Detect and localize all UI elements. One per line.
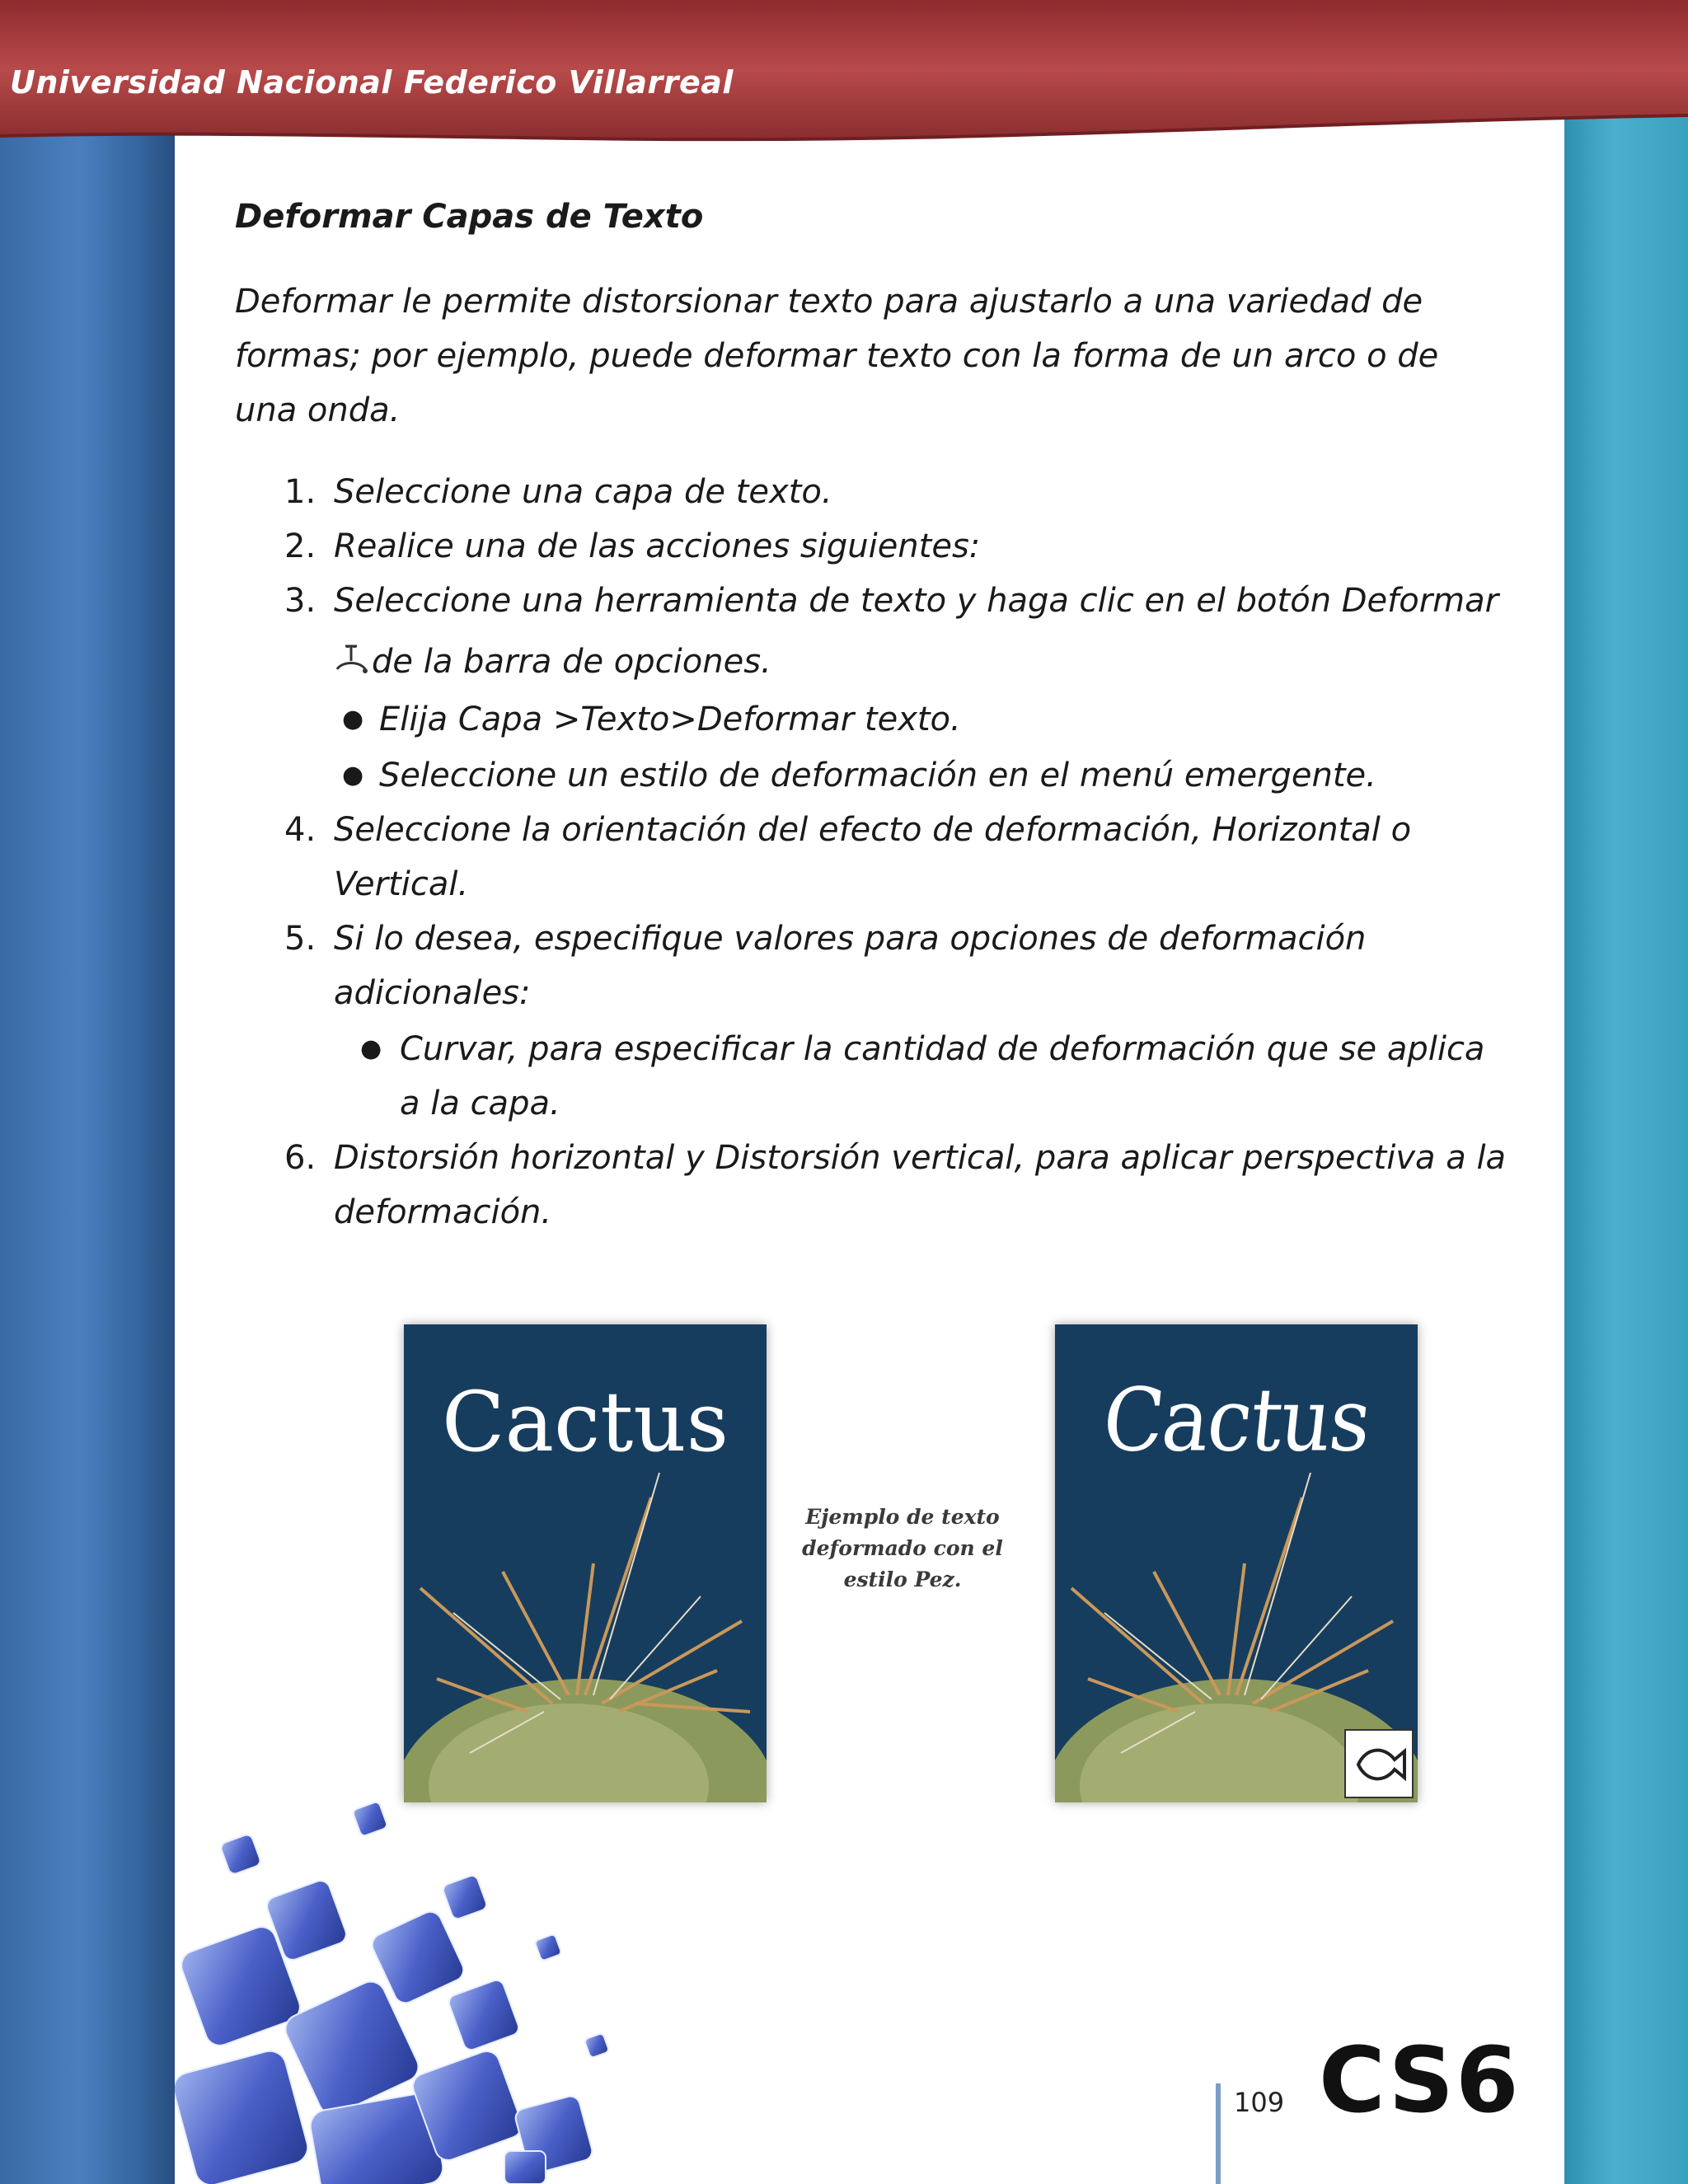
page-header — [0, 0, 1688, 148]
cactus-plant-graphic — [1055, 1324, 1418, 1802]
bullet-text: a la capa. — [400, 1085, 560, 1122]
list-number: 1. — [284, 473, 316, 511]
caption-line: estilo Pez. — [843, 1568, 962, 1591]
list-text: Vertical. — [334, 865, 469, 903]
list-number: 6. — [284, 1139, 316, 1177]
cactus-word-original: Cactus — [441, 1374, 729, 1470]
caption-line: deformado con el — [802, 1536, 1003, 1560]
bullet-text: Seleccione un estilo de deformación en el menú emergente. — [379, 757, 1376, 794]
bullet-dot: ● — [360, 1034, 382, 1063]
page-number: 109 — [1234, 2087, 1285, 2118]
warp-text-icon — [334, 641, 368, 676]
list-item-continued — [334, 635, 771, 689]
list-number: 4. — [284, 811, 316, 849]
cactus-warped-image — [1055, 1324, 1418, 1802]
list-text: Seleccione la orientación del efecto de deformación, Horizontal o — [334, 811, 1412, 849]
footer-rule — [1216, 2083, 1221, 2184]
header-title: Universidad Nacional Federico Villarreal — [10, 64, 734, 101]
bullet-dot: ● — [342, 761, 364, 790]
list-text: adicionales: — [334, 974, 531, 1012]
list-text: Distorsión horizontal y Distorsión vertical, para aplicar perspectiva a la — [334, 1139, 1507, 1177]
decorative-cubes-graphic — [175, 1788, 752, 2184]
brand-mark: CS6 — [1319, 2027, 1521, 2133]
right-decorative-band — [1564, 0, 1688, 2184]
bullet-text: Elija Capa >Texto>Deformar texto. — [379, 701, 961, 738]
section-heading: Deformar Capas de Texto — [235, 198, 704, 236]
cactus-original-image — [404, 1324, 767, 1802]
intro-paragraph: Deformar le permite distorsionar texto para ajustarlo a una variedad de formas; por ejemplo, puede deformar texto con la forma de un arco o de una onda. — [235, 283, 1439, 429]
list-text: de la barra de opciones. — [372, 643, 771, 681]
list-text: Seleccione una herramienta de texto y haga clic en el botón Deformar — [334, 582, 1499, 620]
caption-line: Ejemplo de texto — [805, 1505, 1000, 1529]
list-text: Si lo desea, especifique valores para opciones de deformación — [334, 920, 1367, 958]
figure-caption — [791, 1502, 1014, 1596]
list-text: deformación. — [334, 1193, 552, 1231]
list-text: Realice una de las acciones siguientes: — [334, 527, 981, 565]
list-number: 5. — [284, 920, 316, 958]
bullet-dot: ● — [342, 705, 364, 733]
list-text: Seleccione una capa de texto. — [334, 473, 832, 511]
bullet-text: Curvar, para especificar la cantidad de deformación que se aplica — [400, 1030, 1485, 1068]
cactus-word-warped: Cactus — [1098, 1369, 1375, 1471]
cactus-plant-graphic — [404, 1324, 767, 1802]
list-number: 2. — [284, 527, 316, 565]
left-decorative-band — [0, 0, 175, 2184]
fish-style-badge — [1345, 1730, 1413, 1797]
list-number: 3. — [284, 582, 316, 620]
